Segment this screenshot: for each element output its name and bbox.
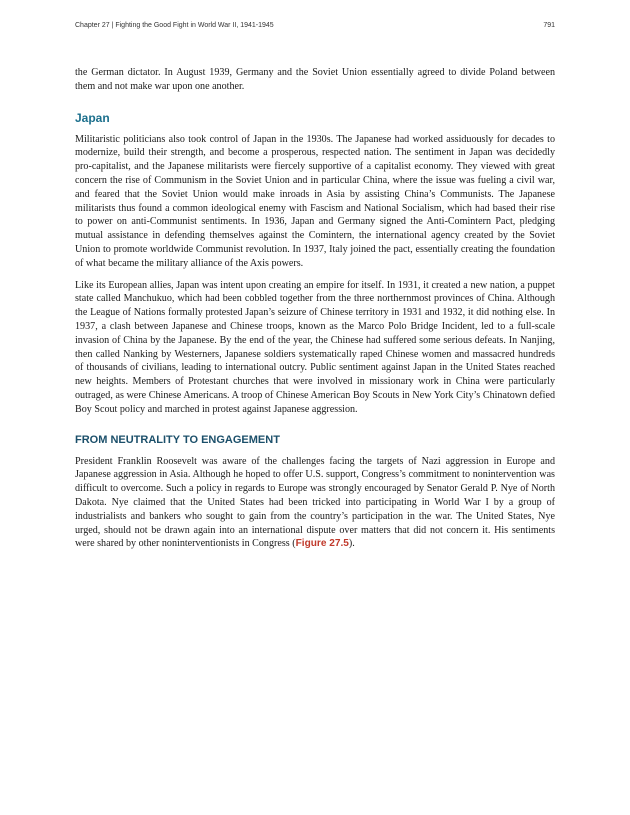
neutrality-paragraph — [75, 455, 555, 552]
figure-27-5-link[interactable]: Figure 27.5 — [295, 538, 349, 550]
neutrality-text-after: ). — [348, 538, 355, 550]
intro-paragraph: the German dictator. In August 1939, Germany and the Soviet Union essentially agreed to divide Poland between them and not make war upon one another. — [75, 67, 555, 92]
section-heading-japan: Japan — [75, 110, 110, 125]
page-number: 791 — [543, 22, 555, 29]
section-heading-neutrality: FROM NEUTRALITY TO ENGAGEMENT — [75, 433, 280, 446]
japan-paragraph-2: Like its European allies, Japan was intent upon creating an empire for itself. In 1931, it created a new nation, a puppet state called Manchukuo, which had been cobbled together from the three northernmost provinces of China. Although the League of Nations formally protested Japan’s seizure of Chinese territory in 1931 and 1932, it did nothing else. In 1937, a clash between Japanese and Chinese troops, known as the Marco Polo Bridge Incident, led to a full-scale invasion of China by the Japanese. By the end of the year, the Chinese had suffered some serious defeats. In Nanjing, then called Nanking by Westerners, Japanese soldiers systematically raped Chinese women and massacred hundreds of thousands of civilians, leading to international outcry. Public sentiment against Japan in the United States reached new heights. Members of Protestant churches that were involved in missionary work in China were particularly outraged, as were Chinese Americans. A troop of Chinese American Boy Scouts in New York City’s Chinatown defied Boy Scout policy and marched in protest against Japanese aggression. — [75, 279, 555, 415]
page-body — [75, 66, 555, 559]
chapter-title: Chapter 27 | Fighting the Good Fight in World War II, 1941-1945 — [75, 22, 274, 29]
neutrality-text-before: President Franklin Roosevelt was aware of the challenges facing the targets of Nazi aggression in Europe and Japanese aggression in Asia. Although he hoped to offer U.S. support, Congress’s commitment to nonintervention was difficult to overcome. Such a policy in regards to Europe was strongly encouraged by Senator Gerald P. Nye of North Dakota. Nye claimed that the United States had been tricked into participating in World War I by a group of industrialists and bankers who sought to gain from the country’s participation in the war. The United States, Nye urged, should not be drawn again into an international dispute over matters that did not concern it. His sentiments were shared by other noninterventionists in Congress ( — [75, 455, 555, 550]
japan-paragraph-1: Militaristic politicians also took control of Japan in the 1930s. The Japanese had worked assiduously for decades to modernize, build their strength, and become a prosperous, respected nation. The sentiment in Japan was decidedly pro-capitalist, and the Japanese militarists were fiercely supportive of a capitalist economy. They viewed with great concern the rise of Communism in the Soviet Union and in particular China, where the issue was fueling a civil war, and feared that the Soviet Union would make inroads in Asia by assisting China’s Communists. The Japanese militarists thus found a common ideological enemy with Fascism and National Socialism, which had based their rise to power on anti-Communist sentiments. In 1936, Japan and Germany signed the Anti-Comintern Pact, pledging mutual assistance in defending themselves against the Comintern, the international agency created by the Soviet Union to promote worldwide Communist revolution. In 1937, Italy joined the pact, essentially creating the foundation of what became the military alliance of the Axis powers. — [75, 133, 555, 269]
